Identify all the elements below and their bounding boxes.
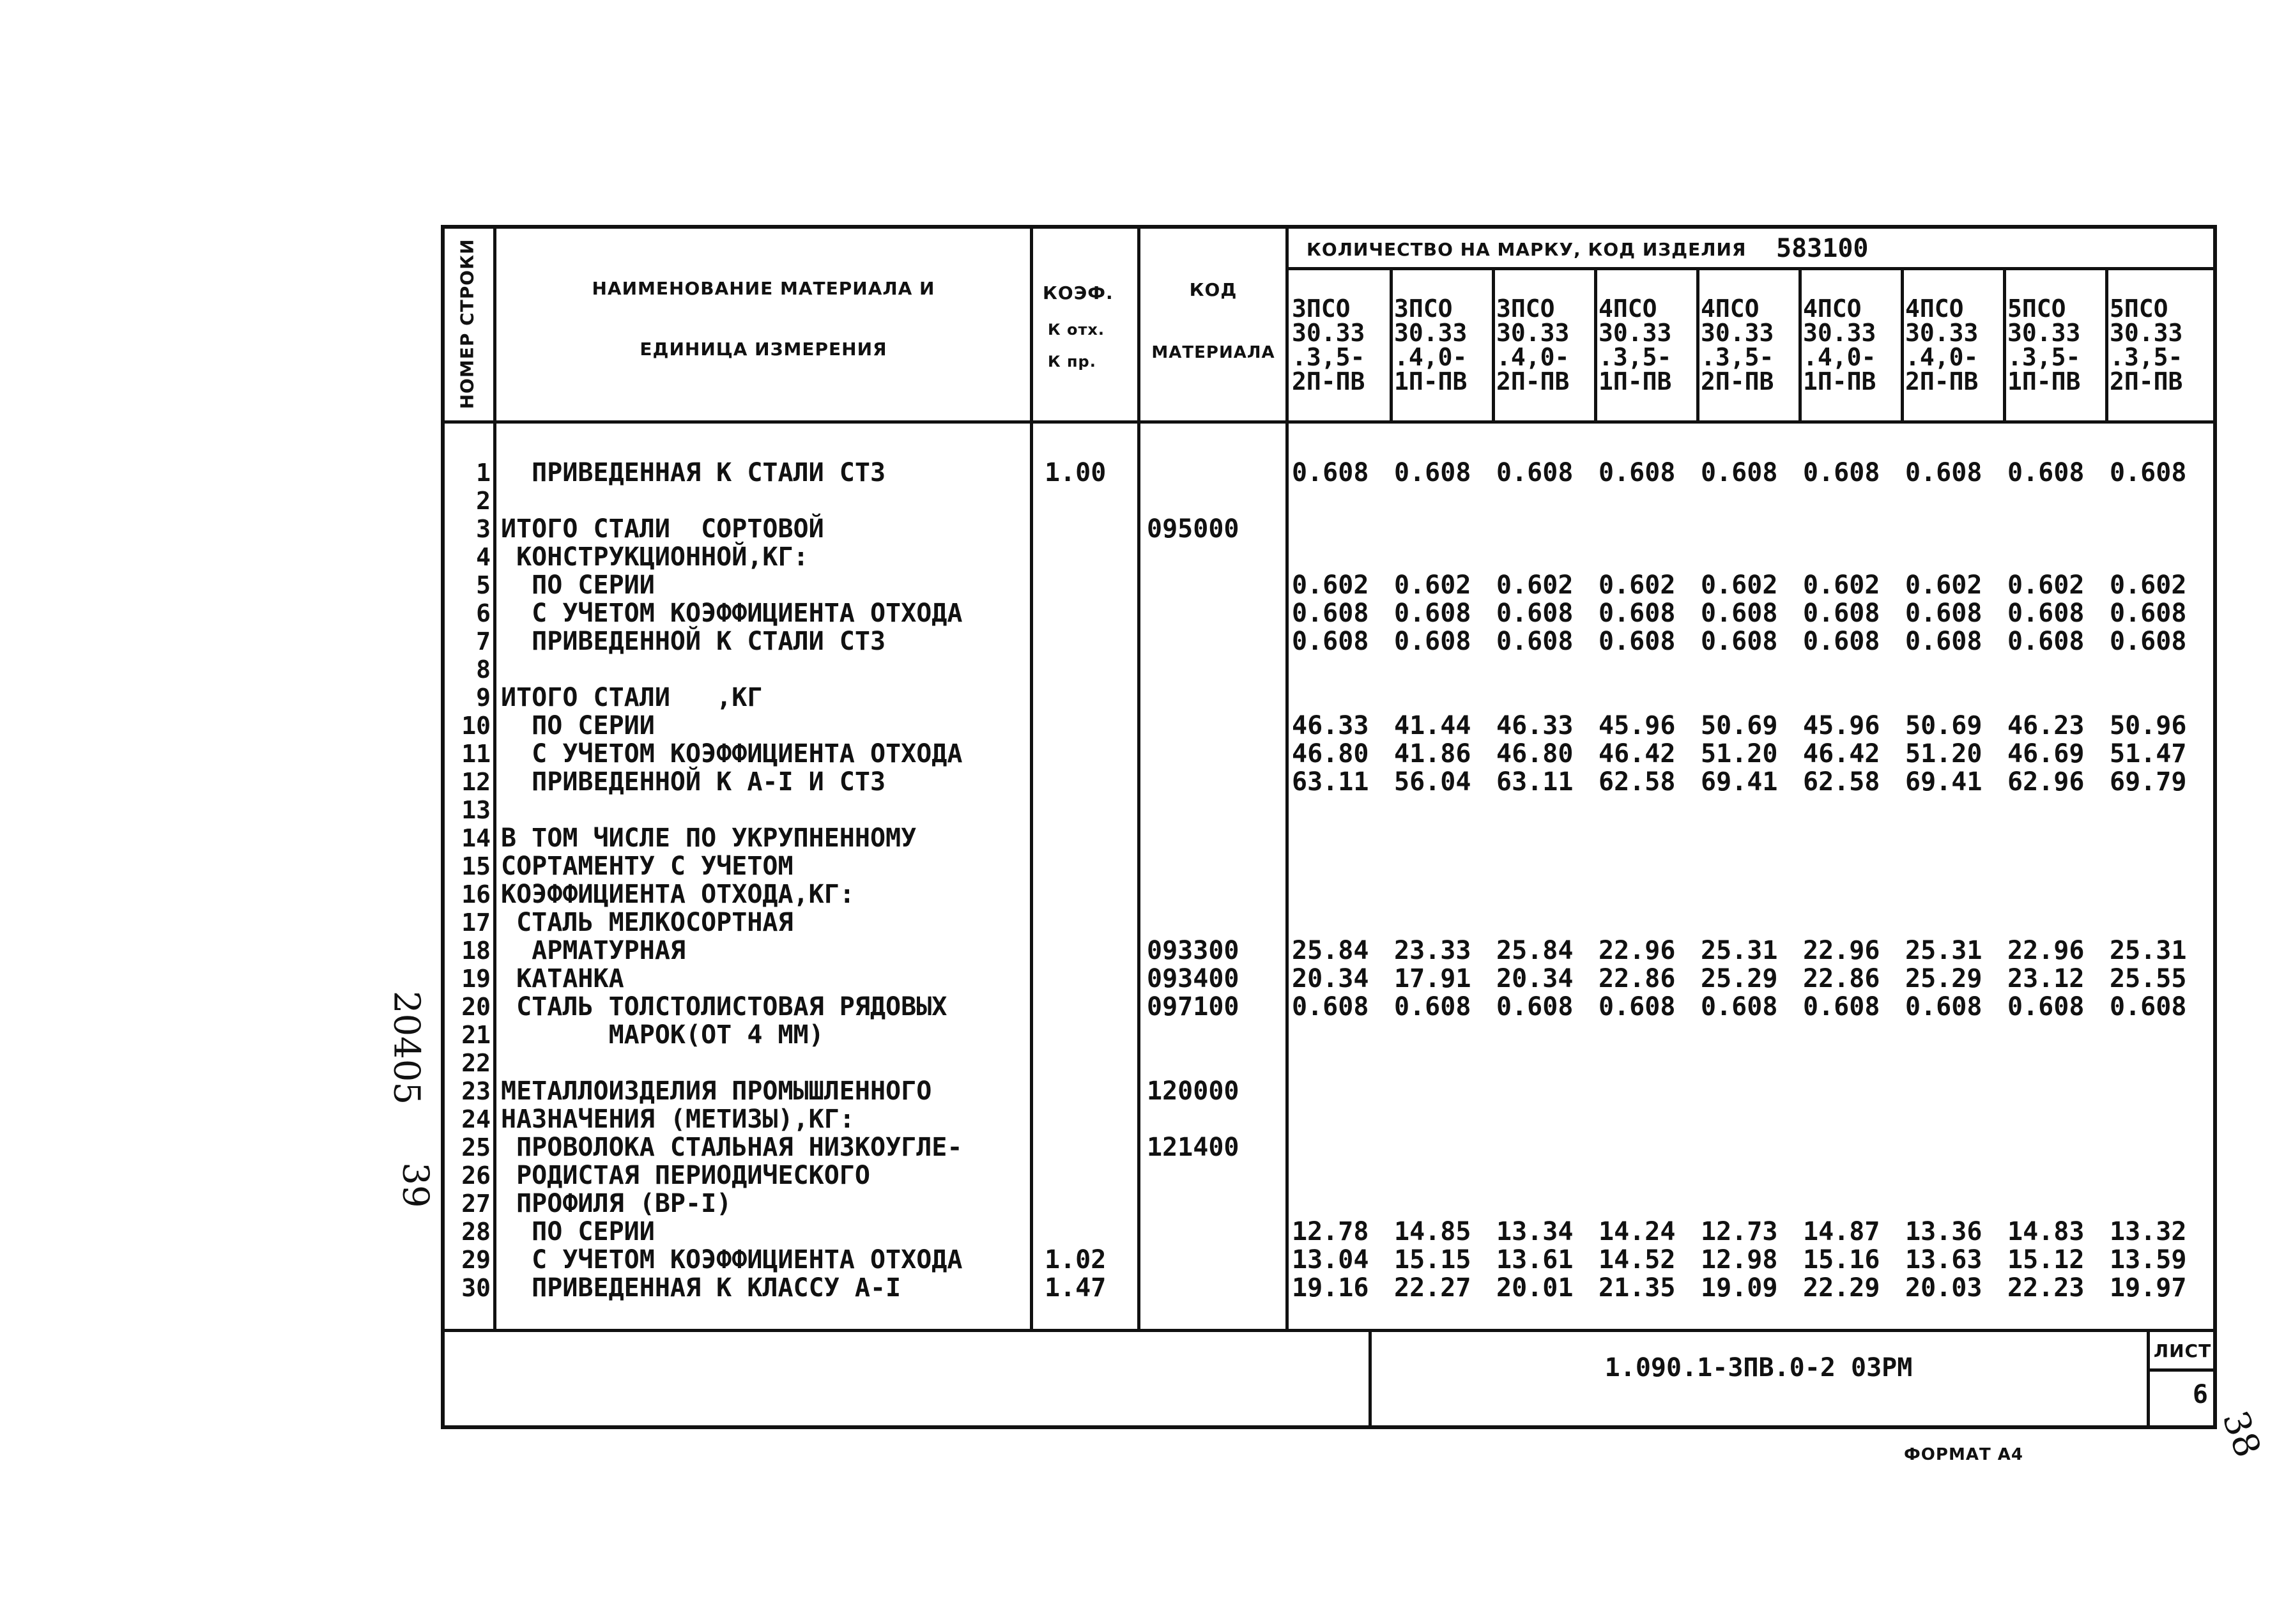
material-name: ПРИВЕДЕННАЯ К КЛАССУ А-I [501, 1273, 901, 1303]
quantity-value: 0.608 [2007, 599, 2085, 628]
row-number: 11 [461, 740, 491, 768]
quantity-value: 22.23 [2007, 1273, 2085, 1303]
quantity-value: 63.11 [1292, 767, 1369, 797]
quantity-value: 0.608 [2110, 992, 2187, 1022]
material-name: МЕТАЛЛОИЗДЕЛИЯ ПРОМЫШЛЕННОГО [501, 1076, 932, 1106]
quantity-value: 0.608 [1599, 992, 1676, 1022]
mark-8: 5ПСО 30.33 .3,5- 1П-ПВ [2007, 295, 2081, 395]
quantity-value: 0.608 [1701, 599, 1778, 628]
quantity-value: 0.608 [1803, 458, 1880, 487]
material-name: КАТАНКА [501, 964, 624, 993]
quantity-value: 41.44 [1394, 711, 1471, 740]
document-code: 1.090.1-3ПВ.0-2 03РМ [1604, 1353, 1913, 1383]
row-number: 28 [461, 1218, 491, 1246]
quantity-value: 13.63 [1905, 1245, 1982, 1275]
row-number: 27 [461, 1190, 491, 1218]
quantity-value: 0.608 [2007, 458, 2085, 487]
quantity-value: 0.608 [2110, 599, 2187, 628]
row-number: 29 [461, 1246, 491, 1274]
quantity-value: 50.69 [1701, 711, 1778, 740]
quantity-value: 17.91 [1394, 964, 1471, 993]
col-sep-rownum [493, 225, 496, 1330]
quantity-value: 14.85 [1394, 1217, 1471, 1246]
qty-title-rule [1287, 267, 2217, 270]
material-name: ПРИВЕДЕННОЙ К СТАЛИ СТ3 [501, 627, 886, 656]
quantity-value: 69.79 [2110, 767, 2187, 797]
quantity-value: 0.608 [1803, 992, 1880, 1022]
quantity-value: 14.87 [1803, 1217, 1880, 1246]
material-name: СТАЛЬ ТОЛСТОЛИСТОВАЯ РЯДОВЫХ [501, 992, 947, 1022]
material-name: С УЧЕТОМ КОЭФФИЦИЕНТА ОТХОДА [501, 1245, 963, 1275]
quantity-value: 0.608 [1803, 627, 1880, 656]
quantity-value: 69.41 [1905, 767, 1982, 797]
mark-sep-1 [1390, 267, 1393, 422]
row-number: 19 [461, 965, 491, 993]
mark-sep-2 [1492, 267, 1495, 422]
quantity-value: 62.58 [1803, 767, 1880, 797]
row-number: 17 [461, 908, 491, 937]
header-bottom-rule [441, 420, 2217, 424]
row-number: 15 [461, 852, 491, 880]
mark-sep-4 [1696, 267, 1699, 422]
quantity-value: 23.12 [2007, 964, 2085, 993]
quantity-value: 25.55 [2110, 964, 2187, 993]
material-name: ПРИВЕДЕННОЙ К А-I И СТ3 [501, 767, 886, 797]
quantity-value: 14.24 [1599, 1217, 1676, 1246]
quantity-value: 46.69 [2007, 739, 2085, 769]
quantity-value: 0.608 [1394, 992, 1471, 1022]
margin-left-page: 39 [394, 1162, 436, 1208]
material-name: ПО СЕРИИ [501, 711, 655, 740]
quantity-value: 12.78 [1292, 1217, 1369, 1246]
material-name: МАРОК(ОТ 4 ММ) [501, 1020, 824, 1050]
quantity-value: 0.608 [1701, 992, 1778, 1022]
quantity-value: 19.09 [1701, 1273, 1778, 1303]
quantity-value: 0.608 [1905, 627, 1982, 656]
row-number: 26 [461, 1161, 491, 1190]
row-number: 3 [476, 515, 491, 543]
quantity-value: 0.602 [2007, 571, 2085, 600]
quantity-value: 19.16 [1292, 1273, 1369, 1303]
row-number: 14 [461, 824, 491, 852]
quantity-value: 0.602 [1496, 571, 1574, 600]
material-code: 093400 [1147, 964, 1239, 993]
margin-right-page: 38 [2214, 1406, 2269, 1463]
sheet-number: 6 [2192, 1380, 2208, 1409]
quantity-value: 22.96 [2007, 936, 2085, 965]
format-label: ФОРМАТ А4 [1904, 1445, 2023, 1464]
quantity-value: 0.608 [1292, 627, 1369, 656]
header-coef-line3: К пр. [1048, 353, 1096, 371]
mark-5: 4ПСО 30.33 .3,5- 2П-ПВ [1701, 295, 1774, 395]
header-code-line1: КОД [1189, 279, 1238, 300]
quantity-value: 46.42 [1803, 739, 1880, 769]
quantity-value: 0.608 [1292, 599, 1369, 628]
quantity-value: 46.33 [1292, 711, 1369, 740]
material-name: ИТОГО СТАЛИ СОРТОВОЙ [501, 514, 824, 544]
quantity-value: 13.34 [1496, 1217, 1574, 1246]
material-code: 093300 [1147, 936, 1239, 965]
mark-sep-7 [2003, 267, 2006, 422]
row-number: 6 [476, 599, 491, 627]
material-name: ПРОВОЛОКА СТАЛЬНАЯ НИЗКОУГЛЕ- [501, 1133, 963, 1162]
quantity-value: 0.608 [1394, 458, 1471, 487]
qty-title: КОЛИЧЕСТВО НА МАРКУ, КОД ИЗДЕЛИЯ [1307, 239, 1747, 260]
sheet-box-rule [2147, 1368, 2217, 1372]
material-name: КОНСТРУКЦИОННОЙ,КГ: [501, 542, 809, 572]
row-number: 18 [461, 937, 491, 965]
material-code: 095000 [1147, 514, 1239, 544]
row-number: 10 [461, 712, 491, 740]
header-name-line2: ЕДИНИЦА ИЗМЕРЕНИЯ [640, 339, 887, 360]
quantity-value: 22.29 [1803, 1273, 1880, 1303]
row-number: 22 [461, 1049, 491, 1077]
quantity-value: 56.04 [1394, 767, 1471, 797]
row-number: 23 [461, 1077, 491, 1105]
table-bottom-rule [441, 1329, 2217, 1332]
margin-archive-number: 20405 [385, 990, 427, 1105]
quantity-value: 25.84 [1496, 936, 1574, 965]
quantity-value: 0.608 [1905, 599, 1982, 628]
quantity-value: 0.608 [1803, 599, 1880, 628]
quantity-value: 50.69 [1905, 711, 1982, 740]
quantity-value: 20.01 [1496, 1273, 1574, 1303]
mark-sep-5 [1798, 267, 1802, 422]
quantity-value: 0.608 [2007, 627, 2085, 656]
col-sep-coef [1137, 225, 1140, 1330]
coefficient: 1.02 [1045, 1245, 1107, 1275]
quantity-value: 46.42 [1599, 739, 1676, 769]
material-name: С УЧЕТОМ КОЭФФИЦИЕНТА ОТХОДА [501, 599, 963, 628]
quantity-value: 19.97 [2110, 1273, 2187, 1303]
quantity-value: 0.608 [1599, 599, 1676, 628]
quantity-value: 0.602 [1292, 571, 1369, 600]
row-number: 7 [476, 627, 491, 655]
quantity-value: 0.608 [1496, 992, 1574, 1022]
material-name: ПО СЕРИИ [501, 571, 655, 600]
row-number: 16 [461, 880, 491, 908]
row-number: 9 [476, 684, 491, 712]
quantity-value: 62.58 [1599, 767, 1676, 797]
header-row-number: НОМЕР СТРОКИ [456, 238, 478, 410]
quantity-value: 45.96 [1599, 711, 1676, 740]
quantity-value: 51.47 [2110, 739, 2187, 769]
row-number: 4 [476, 543, 491, 571]
row-number: 12 [461, 768, 491, 796]
quantity-value: 0.608 [2110, 627, 2187, 656]
quantity-value: 41.86 [1394, 739, 1471, 769]
mark-6: 4ПСО 30.33 .4,0- 1П-ПВ [1803, 295, 1876, 395]
quantity-value: 25.31 [1701, 936, 1778, 965]
quantity-value: 25.29 [1905, 964, 1982, 993]
quantity-value: 0.608 [1701, 458, 1778, 487]
quantity-value: 20.03 [1905, 1273, 1982, 1303]
material-name: В ТОМ ЧИСЛЕ ПО УКРУПНЕННОМУ [501, 823, 917, 853]
material-name: СТАЛЬ МЕЛКОСОРТНАЯ [501, 908, 794, 937]
row-number: 20 [461, 993, 491, 1021]
quantity-value: 25.29 [1701, 964, 1778, 993]
material-name: РОДИСТАЯ ПЕРИОДИЧЕСКОГО [501, 1161, 870, 1190]
quantity-value: 0.602 [2110, 571, 2187, 600]
quantity-value: 12.73 [1701, 1217, 1778, 1246]
quantity-value: 62.96 [2007, 767, 2085, 797]
quantity-value: 13.61 [1496, 1245, 1574, 1275]
quantity-value: 0.602 [1394, 571, 1471, 600]
quantity-value: 46.80 [1496, 739, 1574, 769]
material-code: 120000 [1147, 1076, 1239, 1106]
quantity-value: 22.27 [1394, 1273, 1471, 1303]
quantity-value: 50.96 [2110, 711, 2187, 740]
row-number: 21 [461, 1021, 491, 1049]
material-code: 097100 [1147, 992, 1239, 1022]
quantity-value: 15.15 [1394, 1245, 1471, 1275]
material-name: ИТОГО СТАЛИ ,КГ [501, 683, 763, 712]
header-coef-line2: К отх. [1048, 321, 1105, 339]
mark-3: 3ПСО 30.33 .4,0- 2П-ПВ [1496, 295, 1570, 395]
quantity-value: 22.86 [1803, 964, 1880, 993]
header-name-line1: НАИМЕНОВАНИЕ МАТЕРИАЛА И [592, 278, 935, 299]
quantity-value: 13.36 [1905, 1217, 1982, 1246]
quantity-value: 13.32 [2110, 1217, 2187, 1246]
mark-sep-3 [1594, 267, 1597, 422]
quantity-value: 0.608 [1394, 627, 1471, 656]
coefficient: 1.47 [1045, 1273, 1107, 1303]
sheet-label: ЛИСТ [2153, 1340, 2212, 1361]
material-name: ПРИВЕДЕННАЯ К СТАЛИ СТ3 [501, 458, 886, 487]
header-code-line2: МАТЕРИАЛА [1151, 343, 1275, 362]
material-code: 121400 [1147, 1133, 1239, 1162]
quantity-value: 22.96 [1599, 936, 1676, 965]
mark-1: 3ПСО 30.33 .3,5- 2П-ПВ [1292, 295, 1365, 395]
row-number: 13 [461, 796, 491, 824]
quantity-value: 0.608 [1292, 458, 1369, 487]
material-name: КОЭФФИЦИЕНТА ОТХОДА,КГ: [501, 880, 855, 909]
quantity-value: 0.608 [1496, 599, 1574, 628]
quantity-value: 22.86 [1599, 964, 1676, 993]
quantity-value: 13.59 [2110, 1245, 2187, 1275]
quantity-value: 20.34 [1292, 964, 1369, 993]
quantity-value: 14.52 [1599, 1245, 1676, 1275]
quantity-value: 0.608 [1599, 458, 1676, 487]
material-name: СОРТАМЕНТУ С УЧЕТОМ [501, 852, 794, 881]
quantity-value: 25.31 [2110, 936, 2187, 965]
col-sep-code [1285, 225, 1289, 1330]
product-code: 583100 [1776, 234, 1869, 263]
mark-9: 5ПСО 30.33 .3,5- 2П-ПВ [2110, 295, 2183, 395]
material-name: АРМАТУРНАЯ [501, 936, 686, 965]
quantity-value: 22.96 [1803, 936, 1880, 965]
mark-4: 4ПСО 30.33 .3,5- 1П-ПВ [1599, 295, 1672, 395]
quantity-value: 0.608 [1701, 627, 1778, 656]
row-number: 5 [476, 571, 491, 599]
quantity-value: 46.33 [1496, 711, 1574, 740]
quantity-value: 0.608 [2110, 458, 2187, 487]
quantity-value: 51.20 [1701, 739, 1778, 769]
quantity-value: 0.608 [1599, 627, 1676, 656]
material-name: НАЗНАЧЕНИЯ (МЕТИЗЫ),КГ: [501, 1105, 855, 1134]
quantity-value: 21.35 [1599, 1273, 1676, 1303]
quantity-value: 12.98 [1701, 1245, 1778, 1275]
quantity-value: 15.16 [1803, 1245, 1880, 1275]
quantity-value: 45.96 [1803, 711, 1880, 740]
quantity-value: 23.33 [1394, 936, 1471, 965]
quantity-value: 69.41 [1701, 767, 1778, 797]
mark-7: 4ПСО 30.33 .4,0- 2П-ПВ [1905, 295, 1979, 395]
row-number: 25 [461, 1133, 491, 1161]
quantity-value: 0.602 [1905, 571, 1982, 600]
header-coef-line1: КОЭФ. [1043, 282, 1114, 303]
quantity-value: 0.608 [2007, 992, 2085, 1022]
quantity-value: 0.602 [1803, 571, 1880, 600]
quantity-value: 0.608 [1496, 458, 1574, 487]
col-sep-name [1030, 225, 1033, 1330]
quantity-value: 0.608 [1905, 458, 1982, 487]
quantity-value: 0.608 [1394, 599, 1471, 628]
mark-sep-6 [1901, 267, 1904, 422]
quantity-value: 13.04 [1292, 1245, 1369, 1275]
quantity-value: 20.34 [1496, 964, 1574, 993]
material-name: С УЧЕТОМ КОЭФФИЦИЕНТА ОТХОДА [501, 739, 963, 769]
row-number: 30 [461, 1274, 491, 1302]
quantity-value: 14.83 [2007, 1217, 2085, 1246]
coefficient: 1.00 [1045, 458, 1107, 487]
quantity-value: 0.602 [1701, 571, 1778, 600]
quantity-value: 0.608 [1292, 992, 1369, 1022]
quantity-value: 51.20 [1905, 739, 1982, 769]
quantity-value: 63.11 [1496, 767, 1574, 797]
quantity-value: 46.23 [2007, 711, 2085, 740]
quantity-value: 0.608 [1905, 992, 1982, 1022]
row-number: 2 [476, 487, 491, 515]
quantity-value: 0.608 [1496, 627, 1574, 656]
mark-2: 3ПСО 30.33 .4,0- 1П-ПВ [1394, 295, 1468, 395]
quantity-value: 0.602 [1599, 571, 1676, 600]
row-number: 8 [476, 655, 491, 684]
row-number: 24 [461, 1105, 491, 1133]
quantity-value: 25.31 [1905, 936, 1982, 965]
row-number: 1 [476, 459, 491, 487]
material-name: ПО СЕРИИ [501, 1217, 655, 1246]
mark-sep-8 [2105, 267, 2108, 422]
quantity-value: 25.84 [1292, 936, 1369, 965]
quantity-value: 15.12 [2007, 1245, 2085, 1275]
quantity-value: 46.80 [1292, 739, 1369, 769]
material-name: ПРОФИЛЯ (ВР-I) [501, 1189, 732, 1218]
